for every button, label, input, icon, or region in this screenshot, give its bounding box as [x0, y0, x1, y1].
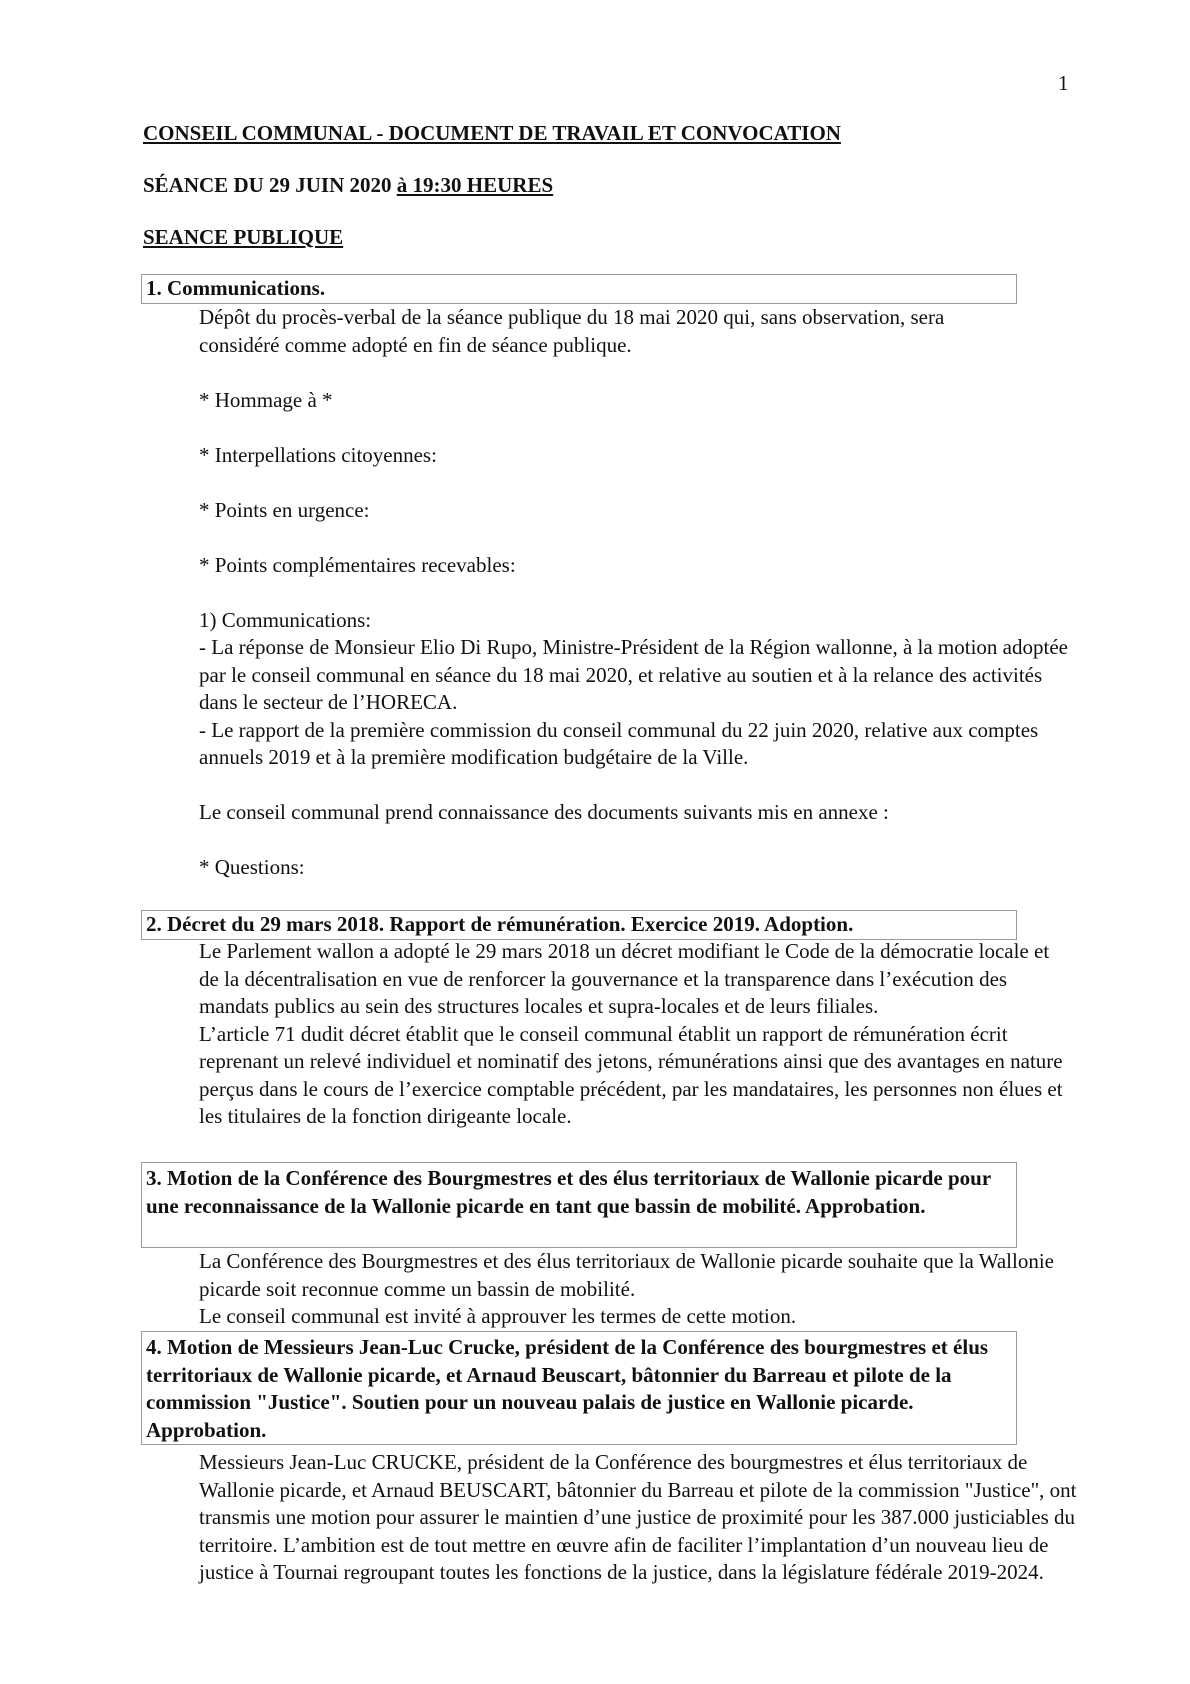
- approval-request-text: Le conseil communal est invité à approuver les termes de cette motion.: [199, 1304, 797, 1328]
- interpellations-text: * Interpellations citoyennes:: [199, 442, 437, 467]
- agenda-item-3-body: [199, 1248, 1089, 1331]
- agenda-item-4-title: 4. Motion de Messieurs Jean-Luc Crucke, président de la Conférence des bourgmestres et élus territoriaux de Wallonie picarde, et Arnaud Beuscart, bâtonnier du Barreau et pilote de la commission "Justice". Soutien pour un nouveau palais de justice en Wallonie picarde. Approbation.: [141, 1331, 1017, 1445]
- article-71-text: L’article 71 dudit décret établit que le conseil communal établit un rapport de rémunération écrit reprenant un relevé individuel et nominatif des jetons, rémunérations ainsi que des avantages en nature perçus dans le cours de l’exercice comptable précédent, par les mandataires, les personnes non élues et les titulaires de la fonction dirigeante locale.: [199, 1021, 1063, 1128]
- agenda-item-1-title: 1. Communications.: [141, 274, 1017, 304]
- hommage-text: * Hommage à *: [199, 387, 333, 412]
- questions-text: * Questions:: [199, 855, 305, 879]
- agenda-item-1-body: [199, 304, 1068, 882]
- agenda-item-2-title: 2. Décret du 29 mars 2018. Rapport de rémunération. Exercice 2019. Adoption.: [141, 910, 1017, 940]
- communication-2: - Le rapport de la première commission du conseil communal du 22 juin 2020, relative aux comptes annuels 2019 et à la première modification budgétaire de la Ville.: [199, 717, 1039, 769]
- justice-motion-text: Messieurs Jean-Luc CRUCKE, président de la Conférence des bourgmestres et élus territoriaux de Wallonie picarde, et Arnaud BEUSCART, bâtonnier du Barreau et pilote de la commission "Justice", ont transmis une motion pour assurer le maintien d’une justice de proximité pour les 387.000 justiciables du territoire. L’ambition est de tout mettre en œuvre afin de faciliter l’implantation d’un nouveau lieu de justice à Tournai regroupant toutes les fonctions de la justice, dans la législature fédérale 2019-2024.: [199, 1450, 1077, 1584]
- pv-deposit-text: Dépôt du procès-verbal de la séance publique du 18 mai 2020 qui, sans observation, sera considéré comme adopté en fin de séance publique.: [199, 305, 945, 357]
- session-date: [143, 172, 553, 198]
- decree-text: Le Parlement wallon a adopté le 29 mars 2018 un décret modifiant le Code de la démocratie locale et de la décentralisation en vue de renforcer la gouvernance et la transparence dans l’exécution des mandats publics au sein des structures locales et supra-locales et de leurs filiales.: [199, 939, 1050, 1018]
- mobility-motion-text: La Conférence des Bourgmestres et des élus territoriaux de Wallonie picarde souhaite que la Wallonie picarde soit reconnue comme un bassin de mobilité.: [199, 1249, 1055, 1301]
- agenda-item-3-title: 3. Motion de la Conférence des Bourgmestres et des élus territoriaux de Wallonie picarde pour une reconnaissance de la Wallonie picarde en tant que bassin de mobilité. Approbation.: [141, 1162, 1017, 1248]
- connaissance-text: Le conseil communal prend connaissance des documents suivants mis en annexe :: [199, 800, 889, 824]
- agenda-item-4-body: [199, 1449, 1089, 1587]
- communications-heading: 1) Communications:: [199, 607, 372, 632]
- complementaires-text: * Points complémentaires recevables:: [199, 552, 516, 577]
- page-number: 1: [1058, 71, 1069, 95]
- session-date-prefix: SÉANCE DU 29 JUIN 2020: [143, 173, 397, 197]
- session-time: à 19:30 HEURES: [396, 173, 554, 197]
- document-title: CONSEIL COMMUNAL - DOCUMENT DE TRAVAIL ET CONVOCATION: [143, 121, 841, 145]
- session-type: SEANCE PUBLIQUE: [143, 225, 344, 249]
- communication-1: - La réponse de Monsieur Elio Di Rupo, Ministre-Président de la Région wallonne, à la motion adoptée par le conseil communal en séance du 18 mai 2020, et relative au soutien et à la relance des activités dans le secteur de l’HORECA.: [199, 635, 1068, 714]
- urgence-text: * Points en urgence:: [199, 497, 370, 522]
- agenda-item-2-body: [199, 938, 1089, 1131]
